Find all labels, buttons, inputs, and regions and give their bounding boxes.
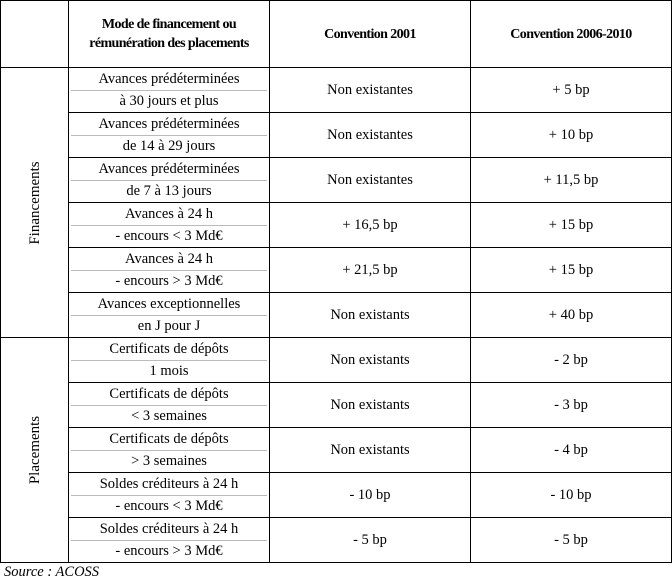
- convention-2001-cell: Non existantes: [270, 68, 471, 113]
- convention-2001-cell: + 21,5 bp: [270, 248, 471, 293]
- mode-line-1: Avances à 24 h: [71, 204, 267, 226]
- convention-2006-cell: + 11,5 bp: [471, 158, 672, 203]
- table-row: [1, 113, 672, 158]
- convention-2006-cell: + 15 bp: [471, 248, 672, 293]
- mode-line-2: < 3 semaines: [131, 407, 207, 424]
- mode-line-1: Certificats de dépôts: [71, 339, 267, 361]
- table-row: [1, 338, 672, 383]
- convention-2006-cell: - 10 bp: [471, 473, 672, 518]
- mode-cell: [69, 338, 270, 383]
- mode-cell: [69, 473, 270, 518]
- convention-2001-cell: Non existants: [270, 338, 471, 383]
- header-convention-2006-2010: Convention 2006-2010: [471, 1, 672, 68]
- mode-line-2: en J pour J: [137, 317, 201, 334]
- table-row: [1, 293, 672, 338]
- table-row: [1, 203, 672, 248]
- mode-line-1: Avances à 24 h: [71, 249, 267, 271]
- convention-2006-cell: - 3 bp: [471, 383, 672, 428]
- convention-2001-cell: - 5 bp: [270, 518, 471, 563]
- mode-line-1: Certificats de dépôts: [71, 429, 267, 451]
- convention-2001-cell: Non existants: [270, 383, 471, 428]
- mode-line-2: - encours > 3 Md€: [115, 542, 223, 559]
- table-row: [1, 473, 672, 518]
- mode-cell: [69, 158, 270, 203]
- group-label: Financements: [26, 160, 43, 245]
- table-row: [1, 428, 672, 473]
- mode-line-1: Avances exceptionnelles: [71, 294, 267, 316]
- convention-2006-cell: - 5 bp: [471, 518, 672, 563]
- mode-cell: [69, 518, 270, 563]
- convention-2001-cell: + 16,5 bp: [270, 203, 471, 248]
- group-label: Placements: [26, 415, 43, 485]
- mode-line-2: - encours > 3 Md€: [115, 272, 223, 289]
- mode-line-1: Avances prédéterminées: [71, 69, 267, 91]
- mode-line-2: de 7 à 13 jours: [126, 182, 212, 199]
- mode-line-2: > 3 semaines: [131, 452, 207, 469]
- convention-2001-cell: - 10 bp: [270, 473, 471, 518]
- mode-cell: [69, 293, 270, 338]
- convention-2001-cell: Non existants: [270, 293, 471, 338]
- mode-line-1: Soldes créditeurs à 24 h: [71, 474, 267, 496]
- header-group-cell: [1, 1, 69, 68]
- convention-2006-cell: - 4 bp: [471, 428, 672, 473]
- convention-2001-cell: Non existantes: [270, 113, 471, 158]
- mode-line-1: Certificats de dépôts: [71, 384, 267, 406]
- convention-2001-cell: Non existantes: [270, 158, 471, 203]
- mode-line-1: Soldes créditeurs à 24 h: [71, 519, 267, 541]
- mode-line-2: 1 mois: [149, 362, 189, 379]
- convention-2006-cell: + 15 bp: [471, 203, 672, 248]
- table-row: [1, 518, 672, 563]
- mode-line-2: - encours < 3 Md€: [115, 227, 223, 244]
- mode-line-1: Avances prédéterminées: [71, 159, 267, 181]
- mode-cell: [69, 68, 270, 113]
- mode-line-2: à 30 jours et plus: [119, 92, 219, 109]
- header-row: [1, 1, 672, 68]
- convention-2006-cell: + 5 bp: [471, 68, 672, 113]
- mode-cell: [69, 113, 270, 158]
- mode-line-2: de 14 à 29 jours: [122, 137, 216, 154]
- mode-cell: [69, 248, 270, 293]
- group-placements: [1, 338, 69, 563]
- table-row: [1, 383, 672, 428]
- group-financements: [1, 68, 69, 338]
- table-row: [1, 248, 672, 293]
- mode-cell: [69, 428, 270, 473]
- header-mode: Mode de financement ou rémunération des placements: [69, 1, 270, 68]
- table-row: [1, 68, 672, 113]
- header-convention-2001: Convention 2001: [270, 1, 471, 68]
- convention-2006-cell: - 2 bp: [471, 338, 672, 383]
- table-row: [1, 158, 672, 203]
- mode-cell: [69, 383, 270, 428]
- convention-2006-cell: + 10 bp: [471, 113, 672, 158]
- mode-cell: [69, 203, 270, 248]
- convention-2001-cell: Non existants: [270, 428, 471, 473]
- convention-2006-cell: + 40 bp: [471, 293, 672, 338]
- source-note: Source : ACOSS: [4, 564, 100, 580]
- mode-line-1: Avances prédéterminées: [71, 114, 267, 136]
- mode-line-2: - encours < 3 Md€: [115, 497, 223, 514]
